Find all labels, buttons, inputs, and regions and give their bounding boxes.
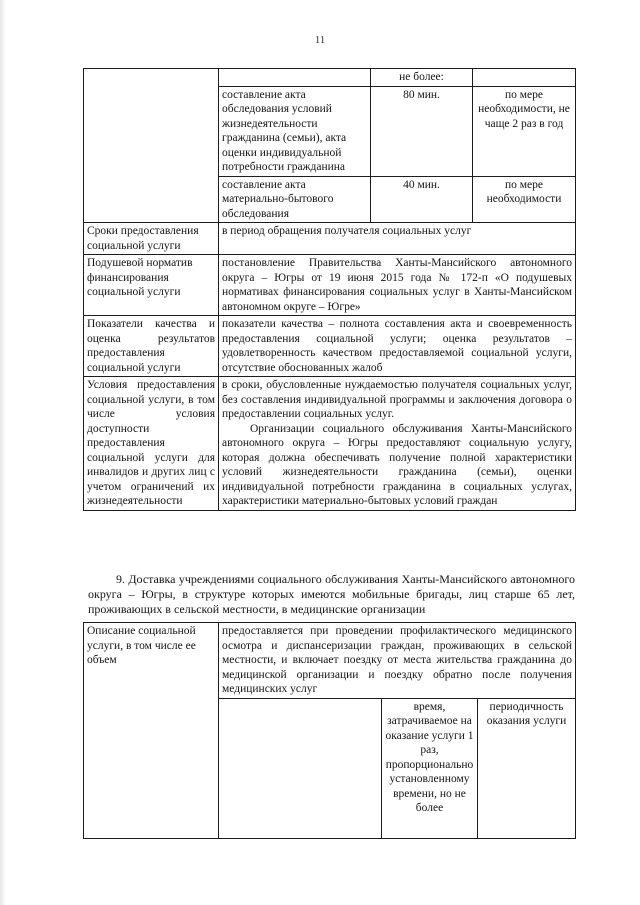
subheader-time: не более: xyxy=(371,69,473,87)
row-content: предоставляется при проведении профилактического медицинского осмотра и диспансеризации граждан, проживающих в сельской местности, и включает поездку от места жительства гражданина до медицинской организации и поездку обратно после получения медицинских услуг xyxy=(219,623,576,699)
row-label: Показатели качества и оценка результатов предоставления социальной услуги xyxy=(84,316,219,377)
table-cell-empty xyxy=(219,698,382,838)
table-row xyxy=(84,69,576,87)
action-time: 80 мин. xyxy=(371,86,473,176)
service-table-continued xyxy=(83,68,576,511)
row-content: показатели качества – полнота составления акта и своевременность предоставления социальной услуги; оценка результатов – удовлетворенность качеством предоставляемой социальной услуги, отсутствие обоснованных жалоб xyxy=(219,316,576,377)
row-label: Условия предоставления социальной услуги, в том числе условия доступности предоставления социальной услуги для инвалидов и других лиц с учетом ограничений их жизнедеятельности xyxy=(84,377,219,511)
row-content xyxy=(219,377,576,511)
page-number: 11 xyxy=(314,34,326,46)
service-table-9 xyxy=(83,622,576,839)
time-header: время, затрачиваемое на оказание услуги 1 раз, пропорционально установленному времени, но не более xyxy=(382,698,478,838)
table-cell-empty xyxy=(219,69,371,87)
table-row xyxy=(84,623,576,699)
action-name: составление акта материально-бытового обследования xyxy=(219,176,371,223)
row-label: Подушевой норматив финансирования социальной услуги xyxy=(84,255,219,316)
action-name: составление акта обследования условий жизнедеятельности гражданина (семьи), акта оценки индивидуальной потребности гражданина xyxy=(219,86,371,176)
table-row xyxy=(84,377,576,511)
conditions-paragraph-1: в сроки, обусловленные нуждаемостью получателя социальных услуг, без составления индивидуальной программы и заключения договора о предоставлении социальных услуг. xyxy=(222,379,572,420)
frequency-header: периодичность оказания услуги xyxy=(478,698,576,838)
row-content: в период обращения получателя социальных услуг xyxy=(219,223,576,255)
scan-edge-shadow xyxy=(0,0,6,905)
row-label: Сроки предоставления социальной услуги xyxy=(84,223,219,255)
table-cell-empty xyxy=(473,69,576,87)
table-row xyxy=(84,255,576,316)
table-row xyxy=(84,223,576,255)
table-row xyxy=(84,316,576,377)
conditions-paragraph-2: Организации социального обслуживания Ханты-Мансийского автономного округа – Югры предоставляют социальную услугу, которая должна обеспечивать получение полной характеристики условий жизнедеятельности гражданина (семьи), оценки индивидуальной потребности гражданина в социальных услугах, характеристики материально-бытовых условий граждан xyxy=(222,422,572,507)
action-time: 40 мин. xyxy=(371,176,473,223)
section-9-heading: 9. Доставка учреждениями социального обслуживания Ханты-Мансийского автономного округа – Югры, в структуре которых имеются мобильные бригады, лиц старше 65 лет, проживающих в сельской местности, в медицинские организации xyxy=(88,572,575,616)
row-label: Описание социальной услуги, в том числе ее объем xyxy=(84,623,219,839)
row-content: постановление Правительства Ханты-Мансийского автономного округа – Югры от 19 июня 2015 года № 172-п «О подушевых нормативах финансирования социальных услуг в Ханты-Мансийском автономном округе – Югре» xyxy=(219,255,576,316)
action-frequency: по мере необходимости, не чаще 2 раз в год xyxy=(473,86,576,176)
table-cell-empty-label xyxy=(84,69,219,223)
action-frequency: по мере необходимости xyxy=(473,176,576,223)
